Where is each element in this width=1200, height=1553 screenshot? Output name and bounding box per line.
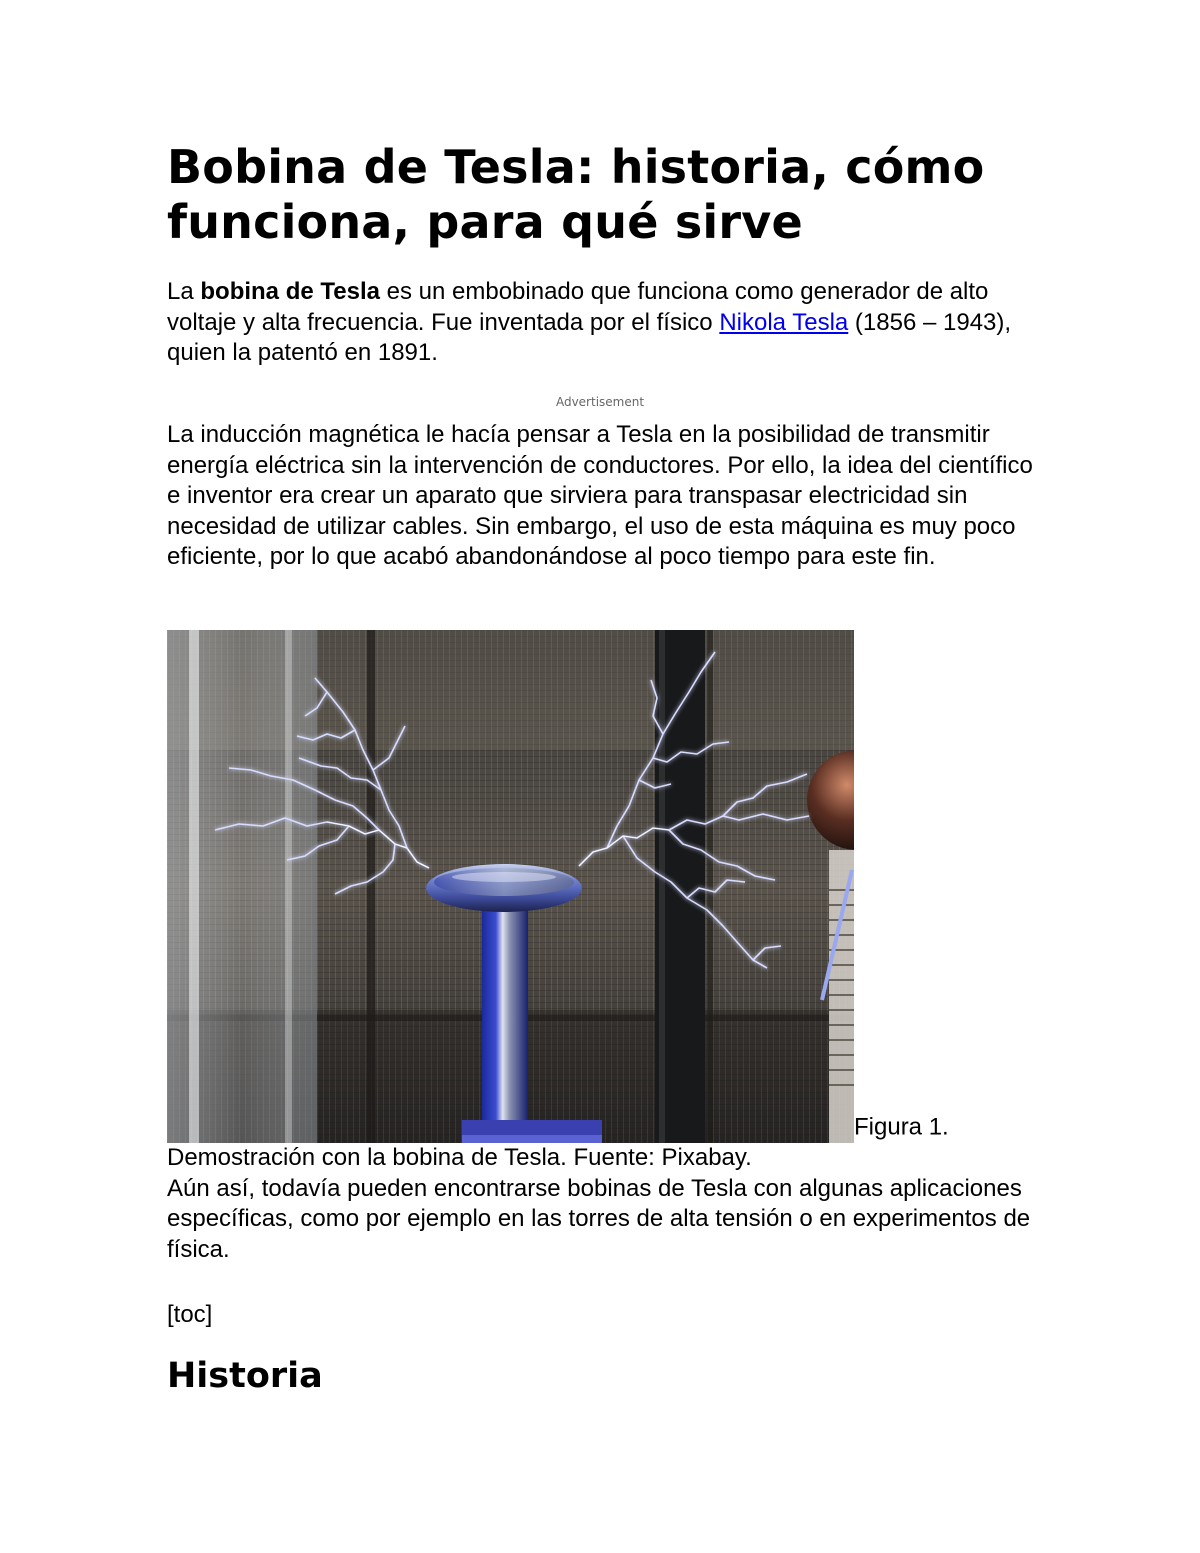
article-title: Bobina de Tesla: historia, cómo funciona, para qué sirve — [167, 140, 985, 249]
aplicaciones-paragraph: Aún así, todavía pueden encontrarse bobinas de Tesla con algunas aplicaciones específicas, como por ejemplo en las torres de alta tensión o en experimentos de física. — [167, 1174, 1031, 1263]
figure-caption-rest: Demostración con la bobina de Tesla. Fuente: Pixabay. — [167, 1144, 752, 1171]
intro-text-post: (1856 – 1943), quien la patentó en 1891. — [167, 308, 1012, 366]
figure-caption-start: Figura 1. — [854, 1113, 949, 1141]
section-heading-historia: Historia — [167, 1356, 323, 1396]
toc-marker: [toc] — [167, 1301, 213, 1328]
intro-bold-term: bobina de Tesla — [200, 278, 380, 305]
intro-text-mid: es un embobinado que funciona como generador de alto voltaje y alta frecuencia. Fue inventada por el físico — [167, 278, 989, 336]
advertisement-label: Advertisement — [555, 395, 645, 409]
nikola-tesla-link[interactable]: Nikola Tesla — [719, 308, 849, 336]
tesla-coil-photo — [167, 630, 854, 1143]
figure-block — [167, 630, 1047, 1265]
intro-paragraph — [167, 277, 1047, 369]
induccion-paragraph: La inducción magnética le hacía pensar a Tesla en la posibilidad de transmitir energía eléctrica sin la intervención de conductores. Por ello, la idea del científico e inventor era crear un aparato que sirviera para transpasar electricidad sin necesidad de utilizar cables. Sin embargo, el uso de esta máquina es muy poco eficiente, por lo que acabó abandonándose al poco tiempo para este fin. — [167, 421, 1033, 570]
intro-text-pre: La — [167, 278, 201, 305]
